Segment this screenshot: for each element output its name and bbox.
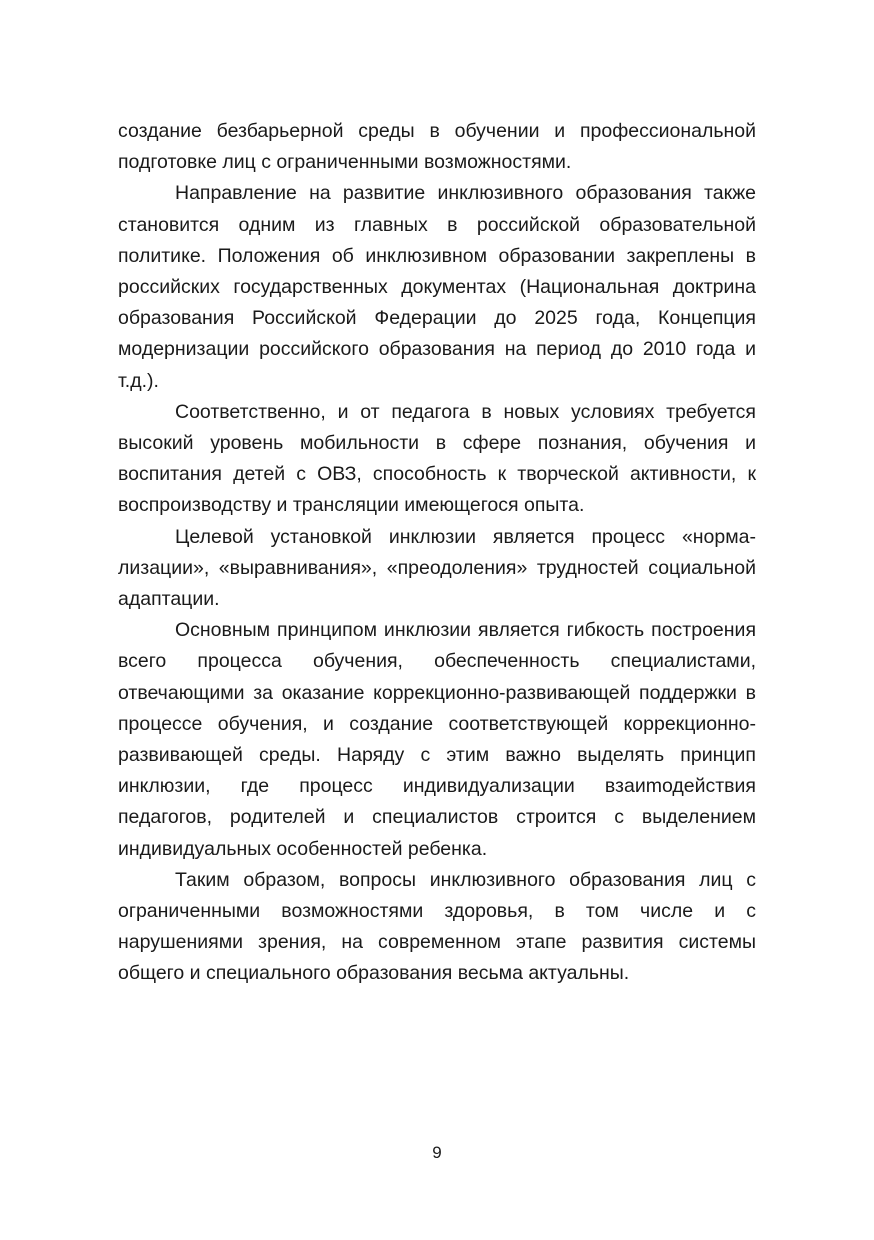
paragraph-continuation: создание безбарьерной среды в обучении и профессиональной подготовке лиц с ограниченными возможностями.	[118, 120, 756, 174]
page-number: 9	[432, 1143, 442, 1162]
paragraph-inclusion-principle: Основным принципом инклюзии является гибкость построения всего процесса обучения, обеспеченность специалистами, отвечающими за оказание коррекционно-развивающей поддержки в процессе обучения, и создание соответствующей коррекционно-развивающей среды. Наряду с этим важно выделять принцип инклюзии, где процесс индивидуализации взаиmодействия педагогов, родителей и специалистов строится с выделением индивидуальных особенностей ребенка.	[118, 619, 756, 860]
paragraph-inclusive-policy: Направление на развитие инклюзивного образования также становится одним из главных в российской образовательной политике. Положения об инклюзивном образовании закреплены в российских государственных документах (Национальная доктрина образования Российской Федерации до 2025 года, Концепция модернизации российского образования на период до 2010 года и т.д.).	[118, 182, 756, 392]
paragraph-inclusion-goal: Целевой установкой инклюзии является процесс «нормализации», «выравнивания», «преодоления» трудностей социальной адаптации.	[118, 525, 756, 611]
body-text	[118, 116, 756, 990]
paragraph-teacher-mobility: Соответственно, и от педагога в новых условиях требуется высокий уровень мобильности в сфере познания, обучения и воспитания детей с ОВЗ, способность к творческой активности, к воспроизводству и трансляции имеющегося опыта.	[118, 400, 756, 517]
paragraph-conclusion: Таким образом, вопросы инклюзивного образования лиц с ограниченными возможностями здоровья, в том числе и с нарушениями зрения, на современном этапе развития системы общего и специального образования весьма актуальны.	[118, 868, 756, 985]
